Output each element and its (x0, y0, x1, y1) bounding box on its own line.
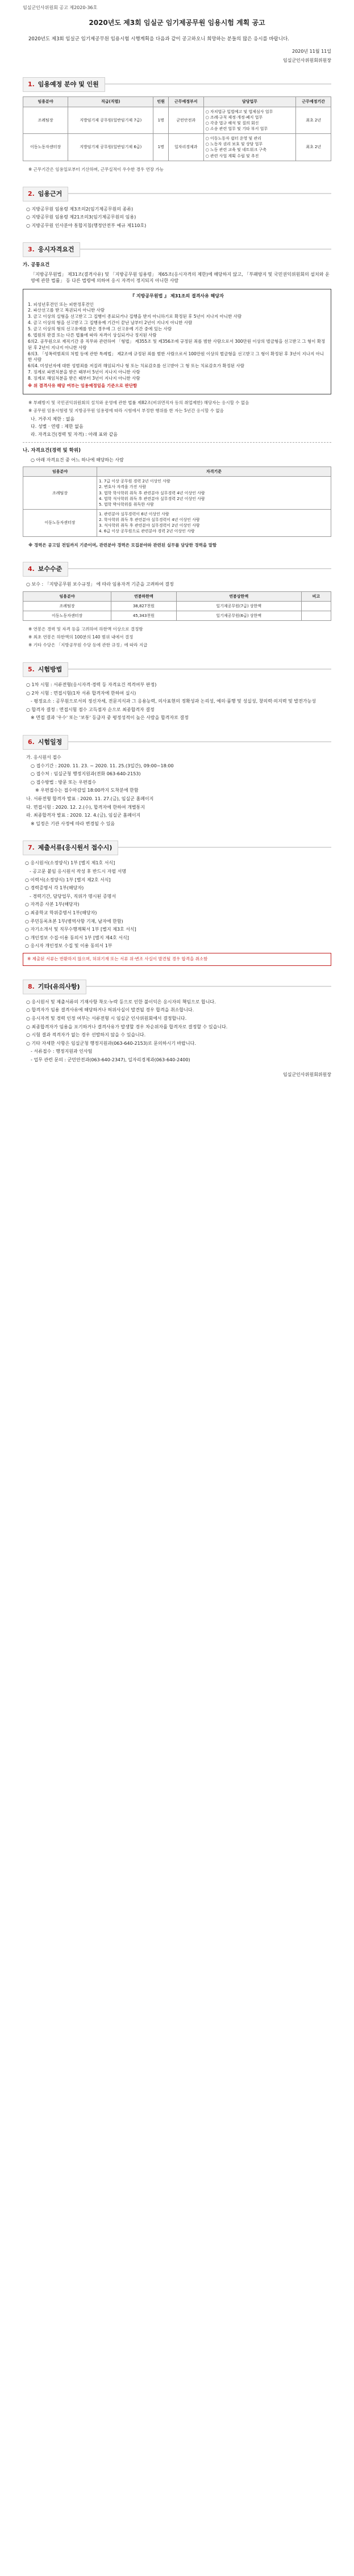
section-5-header (23, 662, 331, 676)
section-number: 5. (28, 666, 35, 674)
table-cell: 일기제공무원(7급) 상한액 (176, 602, 301, 611)
qualification-requirement: 라. 자격요건(경력 및 자격) : 아래 표와 같음 (31, 431, 118, 437)
notice-date: 2020년 11월 11일 (292, 49, 331, 54)
legal-basis-item: ○ 지방공무원 임용령 제3조의2(임기제공무원의 종류) (26, 206, 134, 212)
caution-item: ○ 기타 자세한 사항은 임실군청 행정지원과(063-640-2153)로 문의하시기 바랍니다. (26, 1040, 196, 1046)
document-item: ○ 응시자 개인정보 수집 및 이용 동의서 1부 (25, 943, 113, 949)
disqualification-note: ※ 위 결격사유 해당 여부는 임용예정일을 기준으로 판단함 (28, 383, 138, 388)
section-title: 임용근거 (38, 190, 63, 197)
document-item: ○ 이력서(소정양식) 1부 [별지 제2호 서식] (25, 877, 111, 883)
table-cell: 이동노동자센터장 (23, 134, 68, 161)
caution-item: ○ 최종합격자가 임용을 포기하거나 결격사유가 발생할 경우 차순위자를 합격자로 결정할 수 있습니다. (26, 1024, 228, 1029)
table-row (23, 134, 331, 161)
common-requirements-heading: 가. 공통요건 (23, 262, 50, 268)
qualification-table (23, 467, 331, 536)
table-row (23, 602, 331, 611)
table-cell: 조례팀장 (23, 477, 97, 510)
table-header-cell: 임용분야 (23, 97, 68, 107)
section-4-header (23, 562, 331, 575)
disqualification-item: 2. 파산선고를 받고 복권되지 아니한 사람 (28, 308, 105, 313)
salary-item: ○ 보수 : 「지방공무원 보수규정」 에 따라 임용자격 기준을 고려하여 결정 (26, 582, 174, 587)
schedule-item: ○ 접수처 : 임실군청 행정지원과(전화 063-640-2153) (26, 771, 141, 777)
table-cell: 1. 관련분야 실무경력이 6년 이상인 사람 2. 학사학위 취득 후 관련분야 실무경력이 4년 이상인 사람 3. 석사학위 취득 후 관련분야 실무경력이 2년 이상인 사람 4. 6급 이상 공무원으로 관련분야 경력 2년 이상인 사람 (97, 510, 331, 537)
table-header-cell: 연봉하한액 (111, 592, 176, 602)
disqualification-box (23, 289, 331, 394)
document-item: ○ 주민등록초본 1부(병역사항 기재, 남자에 한함) (25, 918, 123, 924)
table-cell (301, 611, 331, 621)
common-requirements-text: 「지방공무원법」 제31조(결격사유) 및 「지방공무원 임용령」 제65조(응시자격의 제한)에 해당하지 않고, 「부패방지 및 국민권익위원회의 설치와 운영에 관한 법률」 등 다른 법령에 의하여 응시 자격이 정지되지 아니한 사람 (31, 271, 330, 284)
caution-item: ○ 합격자가 임용 결격사유에 해당하거나 허위사실이 발견될 경우 합격을 취소합니다. (26, 1007, 194, 1013)
documents-warning: ※ 제출된 서류는 반환하지 않으며, 허위기재 또는 서류 위·변조 사실이 발견될 경우 합격을 취소함 (23, 953, 331, 966)
caution-item: - 업무 관련 문의 : 군민안전과(063-640-2347), 일자리경제과(063-640-2400) (26, 1057, 190, 1062)
table-header-cell: 인원 (153, 97, 169, 107)
document-item: ○ 경력증명서 각 1부(해당자) (25, 885, 84, 891)
notice-page (0, 0, 354, 1108)
section-title: 시험일정 (38, 738, 63, 746)
schedule-item: 나. 서류전형 합격자 발표 : 2020. 11. 27.(금), 임실군 홈페이지 (26, 796, 154, 802)
qualification-heading: 나. 자격요건(경력 및 학위) (23, 448, 81, 454)
table-cell (301, 602, 331, 611)
legal-basis-list (23, 206, 331, 229)
document-item: ○ 자격증 사본 1부(해당자) (25, 902, 80, 907)
caution-item: ○ 응시자격 및 경력 인정 여부는 서류전형 시 임실군 인사위원회에서 결정합니다. (26, 1016, 187, 1022)
salary-note: ※ 기타 수당은 「지방공무원 수당 등에 관한 규정」에 따라 지급 (28, 642, 148, 648)
eligibility-note: ※ 공무원 임용시험령 및 지방공무원 임용령에 따라 시험에서 부정한 행위를 한 자는 5년간 응시할 수 없음 (28, 407, 224, 413)
table-header-cell: 연봉상한액 (176, 592, 301, 602)
caution-item: ○ 시험 결과 적격자가 없는 경우 선발하지 않을 수 있습니다. (26, 1032, 146, 1038)
table-cell: 최초 2년 (296, 134, 331, 161)
disqualification-item: 4. 금고 이상의 형을 선고받고 그 집행유예 기간이 끝난 날부터 2년이 지나지 아니한 사람 (28, 320, 193, 326)
document-item: ○ 개인정보 수집·이용 동의서 1부 [별지 제4호 서식] (25, 935, 129, 940)
gender-age-requirement: 다. 성별 · 연령 : 제한 없음 (31, 424, 84, 430)
section-3-header (23, 242, 331, 256)
footer-org: 임실군인사위원회위원장 (282, 1071, 331, 1077)
schedule-item: ※ 우편접수는 접수마감일 18:00까지 도착분에 한함 (26, 788, 139, 793)
table-row (23, 107, 331, 134)
table-cell: 38,827천원 (111, 602, 176, 611)
section-title: 기타(유의사항) (38, 982, 80, 990)
table-header-cell: 자격기준 (97, 467, 331, 477)
section-1-header (23, 77, 331, 91)
table-row (23, 477, 331, 510)
table-cell: 일자리경제과 (168, 134, 203, 161)
section-number: 6. (28, 738, 35, 746)
table-cell: 이동노동자센터장 (23, 510, 97, 537)
disqualification-item: 6의2. 공무원으로 재직기간 중 직무와 관련하여 「형법」 제355조 및 제356조에 규정된 죄를 범한 사람으로서 300만원 이상의 벌금형을 선고받고 그 형이 확정된 후 2년이 지나지 아니한 사람 (28, 338, 326, 350)
positions-table (23, 96, 331, 161)
table-header-cell: 근무예정기간 (296, 97, 331, 107)
residence-requirement: 나. 거주지 제한 : 없음 (31, 416, 75, 422)
table-cell: 조례팀장 (23, 107, 68, 134)
document-item: - 공고문 붙임 응시원서 작성 후 반드시 자필 서명 (25, 869, 127, 875)
document-item: - 경력기간, 담당업무, 직위가 명시된 증명서 (25, 893, 116, 899)
table-header-cell: 직급(직렬) (68, 97, 153, 107)
section-title: 제출서류(응시원서 접수시) (38, 844, 113, 852)
exam-method-item: ○ 2차 시험 : 면접시험(1차 서류 합격자에 한하여 실시) (26, 690, 136, 696)
exam-method-item: ○ 1차 시험 : 서류전형(응시자격·경력 등 자격요건 적격여부 판정) (26, 682, 157, 688)
table-cell: ○ 자치법규 입법예고 및 법제심사 업무 ○ 조례·규칙 제정·개정·폐지 업무 ○ 각종 법규 해석 및 질의 회신 ○ 소송 관련 업무 및 기타 부서 업무 (203, 107, 296, 134)
table-cell: 45,343천원 (111, 611, 176, 621)
exam-method-item: - 평정요소 : 공무원으로서의 정신자세, 전문지식과 그 응용능력, 의사표현의 정확성과 논리성, 예의·품행 및 성실성, 창의력·의지력 및 발전가능성 (26, 699, 316, 704)
page-title: 2020년도 제3회 임실군 임기제공무원 임용시험 계획 공고 (89, 18, 265, 27)
section-number: 1. (28, 81, 35, 89)
table-header-cell: 근무예정부서 (168, 97, 203, 107)
document-item: ○ 응시원서(소정양식) 1부 [별지 제1호 서식] (25, 860, 115, 866)
section-2-header (23, 187, 331, 200)
table-cell: 최초 2년 (296, 107, 331, 134)
table-cell: 군민안전과 (168, 107, 203, 134)
schedule-item: 가. 응시원서 접수 (26, 755, 61, 760)
section-number: 7. (28, 844, 35, 852)
disqualification-item: 6. 법원의 판결 또는 다른 법률에 따라 자격이 상실되거나 정지된 사람 (28, 332, 157, 338)
section-number: 4. (28, 565, 35, 573)
section-number: 8. (28, 982, 35, 990)
document-item: ○ 자기소개서 및 직무수행계획서 1부 [별지 제3호 서식] (25, 927, 136, 932)
section-7-header (23, 841, 331, 854)
qualification-sub: ○ 아래 자격요건 중 어느 하나에 해당하는 사람 (31, 457, 124, 463)
section-title: 임용예정 분야 및 인원 (38, 81, 99, 89)
section-number: 2. (28, 190, 35, 197)
salary-note: ※ 최초 연봉은 하한액의 100분의 140 범위 내에서 결정 (28, 634, 134, 640)
caution-item: - 서류접수 : 행정지원과 인사팀 (26, 1049, 93, 1054)
table-cell: 1명 (153, 134, 169, 161)
table-cell: 일기제공무원(6급) 상한액 (176, 611, 301, 621)
notice-org: 임실군인사위원회위원장 (282, 57, 331, 63)
disqualification-item: 3. 금고 이상의 실형을 선고받고 그 집행이 종료되거나 집행을 받지 아니하기로 확정된 후 5년이 지나지 아니한 사람 (28, 314, 242, 320)
salary-table (23, 591, 331, 621)
legal-basis-item: ○ 지방공무원 인사분야 통합지침(행정안전부 예규 제110호) (26, 222, 147, 228)
disqualification-item: 8. 징계로 해임처분을 받은 때부터 3년이 지나지 아니한 사람 (28, 376, 140, 381)
salary-note: ※ 연봉은 경력 및 자격 등을 고려하여 하한액 이상으로 결정함 (28, 627, 143, 632)
section-number: 3. (28, 246, 35, 254)
disqualification-item: 7. 징계로 파면처분을 받은 때부터 5년이 지나지 아니한 사람 (28, 369, 140, 375)
qualification-note: ※ 경력은 공고일 전일까지 기준이며, 관련분야 경력은 모집분야와 관련된 실무를 담당한 경력을 말함 (28, 542, 217, 548)
section-title: 시험방법 (38, 666, 63, 674)
positions-note: ※ 근무기간은 임용일로부터 기산하며, 근무실적이 우수한 경우 연장 가능 (28, 166, 164, 172)
disqualification-item: 1. 피성년후견인 또는 피한정후견인 (28, 301, 94, 307)
table-cell: 조례팀장 (23, 602, 111, 611)
table-header-cell: 비고 (301, 592, 331, 602)
table-cell: 1. 7급 이상 공무원 경력 2년 이상인 사람 2. 변호사 자격을 가진 사람 3. 법학 학사학위 취득 후 관련분야 실무경력 4년 이상인 사람 4. 법학 석사학위 취득 후 관련분야 실무경력 2년 이상인 사람 5. 법학 박사학위를 취득한 사람 (97, 477, 331, 510)
caution-item: ○ 응시원서 및 제출서류의 기재사항 착오·누락 등으로 인한 불이익은 응시자의 책임으로 합니다. (26, 999, 216, 1005)
exam-method-item: ※ 면접 결과 '우수' 또는 '보통' 등급자 중 평정성적이 높은 사람을 합격자로 결정 (26, 715, 189, 721)
table-header-cell: 임용분야 (23, 592, 111, 602)
disqualification-title: 『 지방공무원법 』 제31조의 결격사유 해당자 (130, 293, 224, 299)
disqualification-item: 6의3. 「성폭력범죄의 처벌 등에 관한 특례법」 제2조에 규정된 죄를 범한 사람으로서 100만원 이상의 벌금형을 선고받고 그 형이 확정된 후 3년이 지나지 아니한 사람 (28, 351, 324, 363)
table-cell: ○ 이동노동자 쉼터 운영 및 관리 ○ 노동자 권리 보호 및 상담 업무 ○ 노동 관련 교육 및 네트워크 구축 ○ 관련 사업 계획 수립 및 추진 (203, 134, 296, 161)
table-row (23, 611, 331, 621)
disqualification-item: 6의4. 미성년자에 대한 성범죄를 저질러 해임되거나 형 또는 치료감호를 선고받아 그 형 또는 치료감호가 확정된 사람 (28, 363, 244, 369)
table-cell: 지방임기제 공무원(일반임기제 6급) (68, 134, 153, 161)
section-8-header (23, 980, 331, 993)
exam-method-item: ○ 합격자 결정 : 면접시험 점수 고득점자 순으로 최종합격자 결정 (26, 707, 155, 712)
table-cell: 1명 (153, 107, 169, 134)
eligibility-note: ※ 부패방지 및 국민권익위원회의 설치와 운영에 관한 법률 제82조(비위면직자 등의 취업제한) 해당자는 응시할 수 없음 (28, 400, 249, 405)
section-title: 응시자격요건 (38, 246, 74, 254)
table-cell: 지방임기제 공무원(일반임기제 7급) (68, 107, 153, 134)
schedule-item: 다. 면접시험 : 2020. 12. 2.(수), 합격자에 한하여 개별통지 (26, 804, 145, 810)
schedule-item: ※ 일정은 기관 사정에 따라 변경될 수 있음 (26, 821, 115, 826)
intro-text: 2020년도 제3회 임실군 임기제공무원 임용시험 시행계획을 다음과 같이 공고하오니 희망하는 분들의 많은 응시를 바랍니다. (28, 36, 289, 42)
legal-basis-item: ○ 지방공무원 임용령 제21조의3(임기제공무원의 임용) (26, 215, 136, 220)
disqualification-item: 5. 금고 이상의 형의 선고유예를 받은 경우에 그 선고유예 기간 중에 있는 사람 (28, 326, 172, 331)
notice-number: 임실군인사위원회 공고 제2020-36호 (23, 5, 98, 10)
table-header-cell: 임용분야 (23, 467, 97, 477)
schedule-item: ○ 접수방법 : 방문 또는 우편접수 (26, 779, 97, 785)
document-item: ○ 최종학교 학위증명서 1부(해당자) (25, 910, 97, 915)
table-cell: 이동노동자센터장 (23, 611, 111, 621)
section-title: 보수수준 (38, 565, 63, 573)
section-6-header (23, 735, 331, 749)
schedule-item: 라. 최종합격자 발표 : 2020. 12. 4.(금), 임실군 홈페이지 (26, 813, 141, 818)
table-header-cell: 담당업무 (203, 97, 296, 107)
table-row (23, 510, 331, 537)
schedule-item: ○ 접수기간 : 2020. 11. 23. ~ 2020. 11. 25.(3일간), 09:00~18:00 (26, 763, 174, 768)
